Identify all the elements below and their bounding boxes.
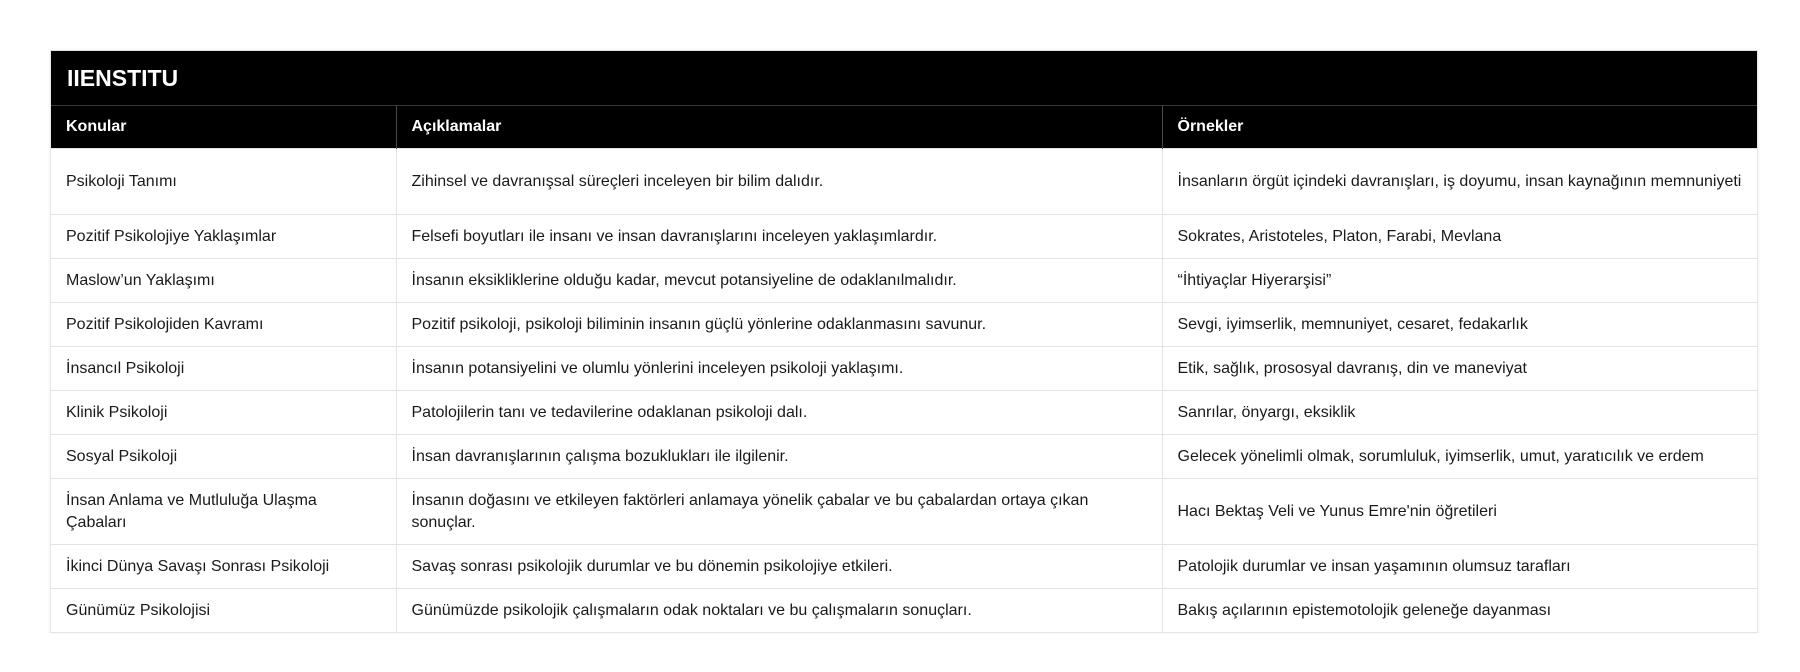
table-cell-topic: Psikoloji Tanımı bbox=[51, 149, 396, 215]
table-cell-topic: İkinci Dünya Savaşı Sonrası Psikoloji bbox=[51, 545, 396, 589]
table-title: IIENSTITU bbox=[51, 51, 1757, 106]
table-cell-examples: Hacı Bektaş Veli ve Yunus Emre'nin öğretileri bbox=[1162, 479, 1757, 545]
table-cell-examples: Patolojik durumlar ve insan yaşamının olumsuz tarafları bbox=[1162, 545, 1757, 589]
table-cell-description: Zihinsel ve davranışsal süreçleri inceleyen bir bilim dalıdır. bbox=[396, 149, 1162, 215]
table-cell-topic: Maslow’un Yaklaşımı bbox=[51, 259, 396, 303]
table-row bbox=[51, 259, 1757, 303]
table-cell-examples: Gelecek yönelimli olmak, sorumluluk, iyimserlik, umut, yaratıcılık ve erdem bbox=[1162, 435, 1757, 479]
table-cell-description: Pozitif psikoloji, psikoloji biliminin insanın güçlü yönlerine odaklanmasını savunur. bbox=[396, 303, 1162, 347]
topics-table-container bbox=[50, 50, 1758, 633]
table-row bbox=[51, 149, 1757, 215]
table-cell-examples: Bakış açılarının epistemotolojik geleneğe dayanması bbox=[1162, 589, 1757, 633]
table-row bbox=[51, 435, 1757, 479]
table-cell-description: İnsanın eksikliklerine olduğu kadar, mevcut potansiyeline de odaklanılmalıdır. bbox=[396, 259, 1162, 303]
column-header-konular: Konular bbox=[51, 106, 396, 149]
table-row bbox=[51, 303, 1757, 347]
column-header-ornekler: Örnekler bbox=[1162, 106, 1757, 149]
table-header-row bbox=[51, 106, 1757, 149]
table-cell-topic: Klinik Psikoloji bbox=[51, 391, 396, 435]
table-cell-examples: Etik, sağlık, prososyal davranış, din ve maneviyat bbox=[1162, 347, 1757, 391]
table-cell-topic: İnsancıl Psikoloji bbox=[51, 347, 396, 391]
table-cell-description: İnsanın doğasını ve etkileyen faktörleri anlamaya yönelik çabalar ve bu çabalardan ortaya çıkan sonuçlar. bbox=[396, 479, 1162, 545]
table-cell-description: Savaş sonrası psikolojik durumlar ve bu dönemin psikolojiye etkileri. bbox=[396, 545, 1162, 589]
table-cell-examples: “İhtiyaçlar Hiyerarşisi” bbox=[1162, 259, 1757, 303]
topics-table bbox=[51, 106, 1757, 632]
table-row bbox=[51, 545, 1757, 589]
table-cell-topic: İnsan Anlama ve Mutluluğa Ulaşma Çabaları bbox=[51, 479, 396, 545]
table-cell-description: Patolojilerin tanı ve tedavilerine odaklanan psikoloji dalı. bbox=[396, 391, 1162, 435]
table-row bbox=[51, 215, 1757, 259]
table-cell-examples: Sevgi, iyimserlik, memnuniyet, cesaret, fedakarlık bbox=[1162, 303, 1757, 347]
table-cell-examples: Sokrates, Aristoteles, Platon, Farabi, Mevlana bbox=[1162, 215, 1757, 259]
table-cell-examples: İnsanların örgüt içindeki davranışları, iş doyumu, insan kaynağının memnuniyeti bbox=[1162, 149, 1757, 215]
table-cell-topic: Pozitif Psikolojiye Yaklaşımlar bbox=[51, 215, 396, 259]
table-cell-description: Günümüzde psikolojik çalışmaların odak noktaları ve bu çalışmaların sonuçları. bbox=[396, 589, 1162, 633]
table-cell-topic: Günümüz Psikolojisi bbox=[51, 589, 396, 633]
table-row bbox=[51, 589, 1757, 633]
table-cell-topic: Sosyal Psikoloji bbox=[51, 435, 396, 479]
table-cell-examples: Sanrılar, önyargı, eksiklik bbox=[1162, 391, 1757, 435]
table-row bbox=[51, 391, 1757, 435]
table-cell-description: İnsan davranışlarının çalışma bozuklukları ile ilgilenir. bbox=[396, 435, 1162, 479]
table-cell-description: Felsefi boyutları ile insanı ve insan davranışlarını inceleyen yaklaşımlardır. bbox=[396, 215, 1162, 259]
table-row bbox=[51, 347, 1757, 391]
column-header-aciklamalar: Açıklamalar bbox=[396, 106, 1162, 149]
table-row bbox=[51, 479, 1757, 545]
table-cell-description: İnsanın potansiyelini ve olumlu yönlerini inceleyen psikoloji yaklaşımı. bbox=[396, 347, 1162, 391]
table-cell-topic: Pozitif Psikolojiden Kavramı bbox=[51, 303, 396, 347]
